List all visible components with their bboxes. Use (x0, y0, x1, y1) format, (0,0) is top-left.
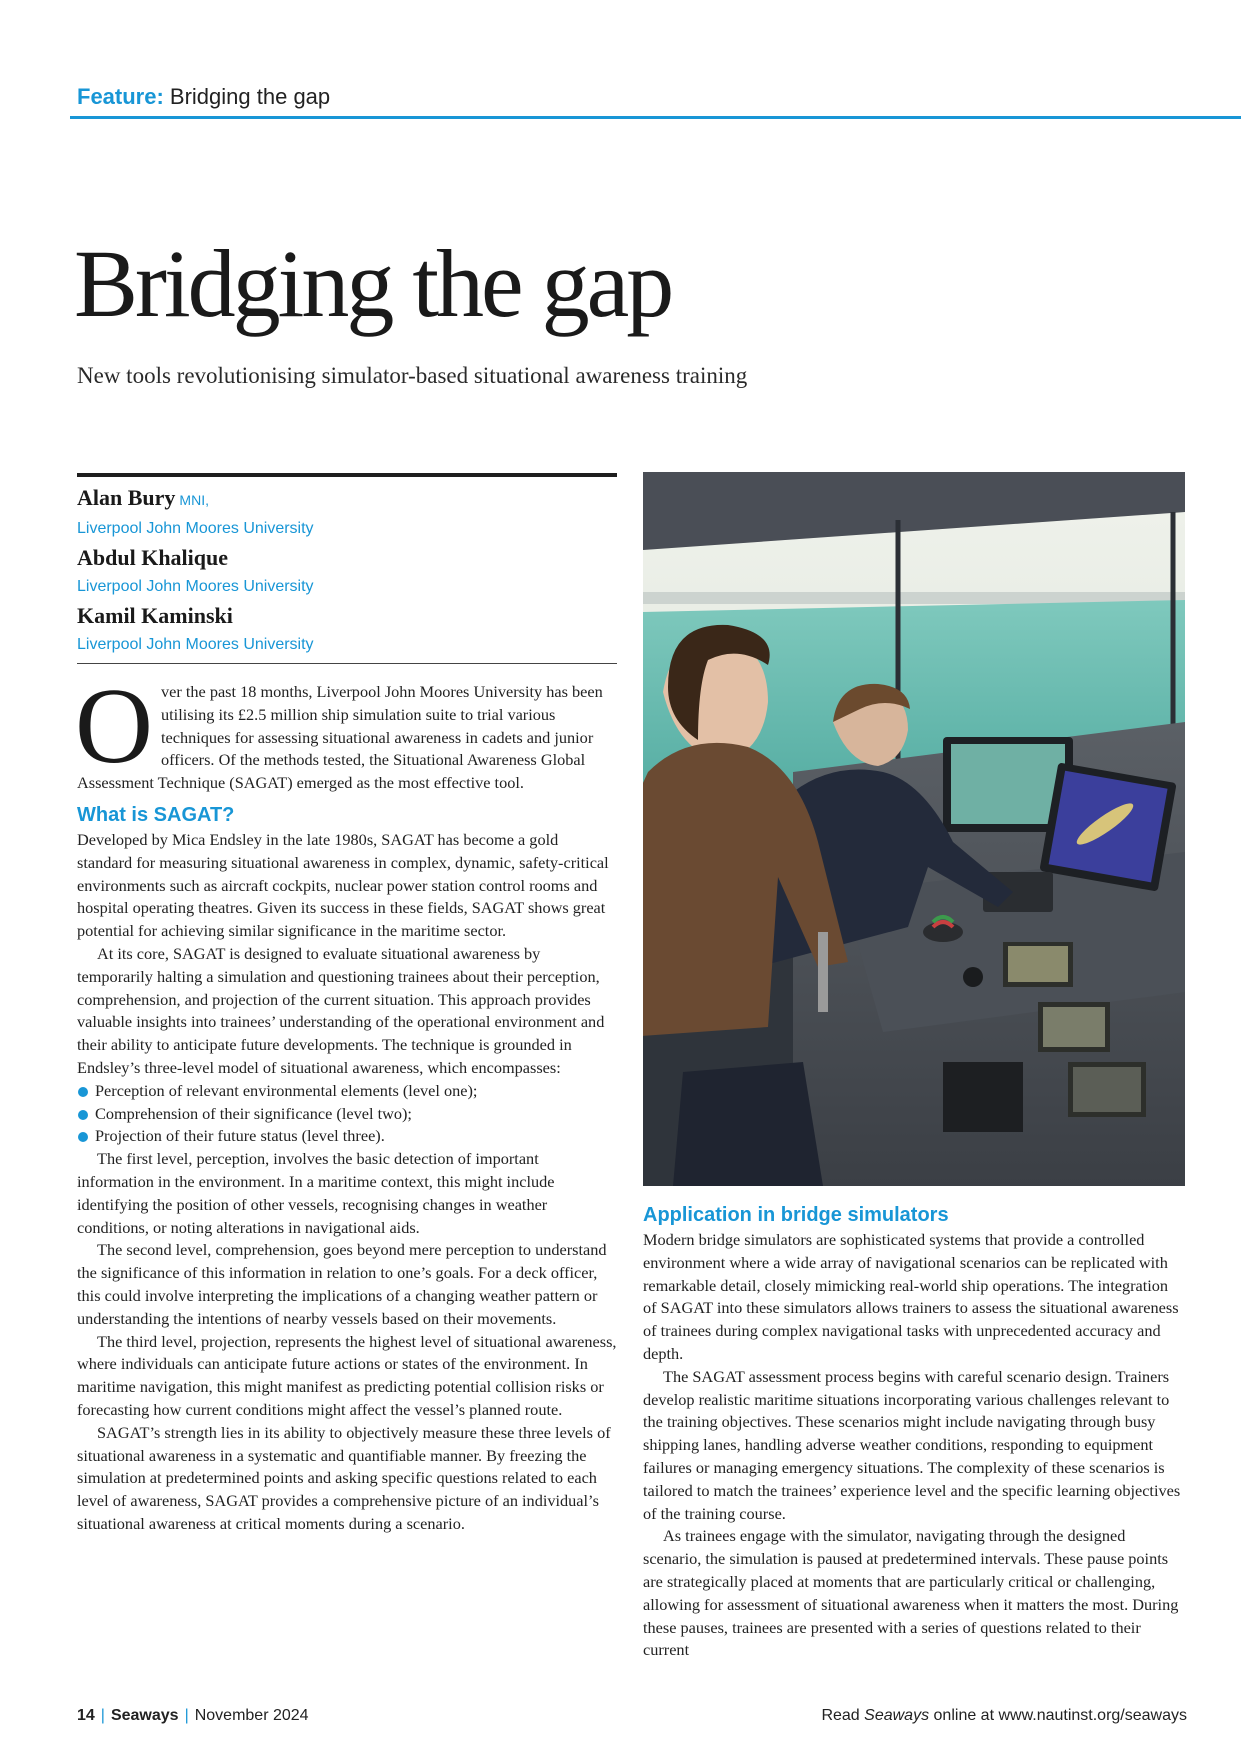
feature-label: Feature: (77, 84, 164, 109)
bullet-icon (78, 1087, 88, 1097)
author-name: Abdul Khalique (77, 545, 229, 570)
list-item: Comprehension of their significance (level two); (77, 1103, 617, 1126)
body-paragraph: The second level, comprehension, goes beyond mere perception to understand the significance of this information in relation to one’s goals. For a deck officer, this could involve interpreting the implications of a changing weather pattern or understanding the intentions of nearby vessels based on their movements. (77, 1240, 607, 1328)
article-title: Bridging the gap (74, 230, 672, 337)
body-paragraph: The third level, projection, represents the highest level of situational awareness, where individuals can anticipate future actions or states of the environment. In maritime navigation, this might manifest as predicting potential collision risks or forecasting how current conditions might affect the vessel’s planned route. (77, 1331, 617, 1419)
left-column (75, 667, 617, 1536)
author-affiliation: Liverpool John Moores University (77, 578, 314, 595)
authors-bottom-rule (77, 663, 617, 664)
section-header (77, 84, 330, 110)
body-paragraph: As trainees engage with the simulator, navigating through the designed scenario, the simulation is paused at predetermined intervals. These pause points are strategically placed at moments that are particularly critical or challenging, allowing for assessment of situational awareness when it matters the most. During these pauses, trainees are presented with a series of questions related to their current (643, 1526, 1179, 1660)
footer-right: Read Seaways online at www.nautinst.org/seaways (821, 1707, 1187, 1724)
body-paragraph: The SAGAT assessment process begins with careful scenario design. Trainers develop realistic maritime situations incorporating various challenges relevant to the training objectives. These scenarios might include navigating through busy shipping lanes, handling adverse weather conditions, responding to equipment failures or managing emergency situations. The complexity of these scenarios is tailored to match the trainees’ experience level and the specific learning objectives of the training course. (643, 1366, 1181, 1523)
right-column (643, 1201, 1185, 1662)
intro-paragraph: Over the past 18 months, Liverpool John Moores University has been utilising its £2.5 million ship simulation suite to trial various techniques for assessing situational awareness in cadets and junior officers. Of the methods tested, the Situational Awareness Global Assessment Technique (SAGAT) emerged as the most effective tool. (75, 667, 603, 793)
header-rule (70, 116, 1241, 119)
feature-title: Bridging the gap (169, 84, 331, 109)
section-heading-application: Application in bridge simulators (643, 1204, 949, 1226)
author-affiliation: Liverpool John Moores University (77, 520, 314, 537)
list-item: Projection of their future status (level three). (77, 1125, 617, 1148)
footer-separator: | (100, 1707, 105, 1724)
authors-top-rule (77, 473, 617, 477)
website-link[interactable]: online at www.nautinst.org/seaways (933, 1707, 1187, 1724)
body-paragraph: SAGAT’s strength lies in its ability to objectively measure these three levels of situational awareness in a systematic and quantifiable manner. By freezing the simulation at predetermined points and asking specific questions related to each level of awareness, SAGAT provides a comprehensive picture of an individual’s situational awareness at critical moments during a scenario. (77, 1422, 611, 1533)
footer-left (77, 1706, 309, 1726)
section-heading-what-is-sagat: What is SAGAT? (77, 803, 235, 826)
author-name: Alan Bury MNI, (77, 485, 209, 510)
page-number: 14 (77, 1707, 95, 1724)
magazine-name: Seaways (864, 1707, 930, 1724)
author-name: Kamil Kaminski (77, 603, 233, 628)
body-paragraph: At its core, SAGAT is designed to evaluate situational awareness by temporarily halting a simulation and questioning trainees about their perception, comprehension, and projection of the current situation. This approach provides valuable insights into trainees’ understanding of the operational environment and their ability to anticipate future developments. The technique is grounded in Endsley’s three-level model of situational awareness, which encompasses: (77, 943, 605, 1077)
issue-date: November 2024 (194, 1707, 309, 1724)
article-subtitle: New tools revolutionising simulator-based situational awareness training (77, 363, 748, 388)
author-postnominal: MNI, (179, 492, 209, 508)
bullet-icon (78, 1110, 88, 1120)
list-item: Perception of relevant environmental elements (level one); (77, 1080, 617, 1103)
bullet-icon (78, 1132, 88, 1142)
drop-cap: O (75, 667, 153, 786)
body-paragraph: Modern bridge simulators are sophisticated systems that provide a controlled environment where a wide array of navigational scenarios can be replicated with remarkable detail, closely mimicking real-world ship operations. The integration of SAGAT into these simulators allows trainers to assess the situational awareness of trainees during complex navigational tasks with unprecedented accuracy and depth. (643, 1230, 1179, 1363)
body-paragraph: Developed by Mica Endsley in the late 1980s, SAGAT has become a gold standard for measuring situational awareness in complex, dynamic, safety-critical environments such as aircraft cockpits, nuclear power station control rooms and hospital operating theatres. Given its success in these fields, SAGAT shows great potential for achieving similar significance in the maritime sector. (77, 829, 609, 941)
author-list (77, 484, 617, 660)
publication-name: Seaways (110, 1707, 179, 1724)
level-list (77, 1080, 617, 1148)
footer-separator: | (184, 1707, 189, 1724)
simulator-photo (643, 472, 1185, 1186)
body-paragraph: The first level, perception, involves the basic detection of important information in the environment. In a maritime context, this might include identifying the position of other vessels, recognising changes in weather conditions, or noting alterations in navigational aids. (77, 1149, 555, 1237)
author-affiliation: Liverpool John Moores University (77, 636, 314, 653)
